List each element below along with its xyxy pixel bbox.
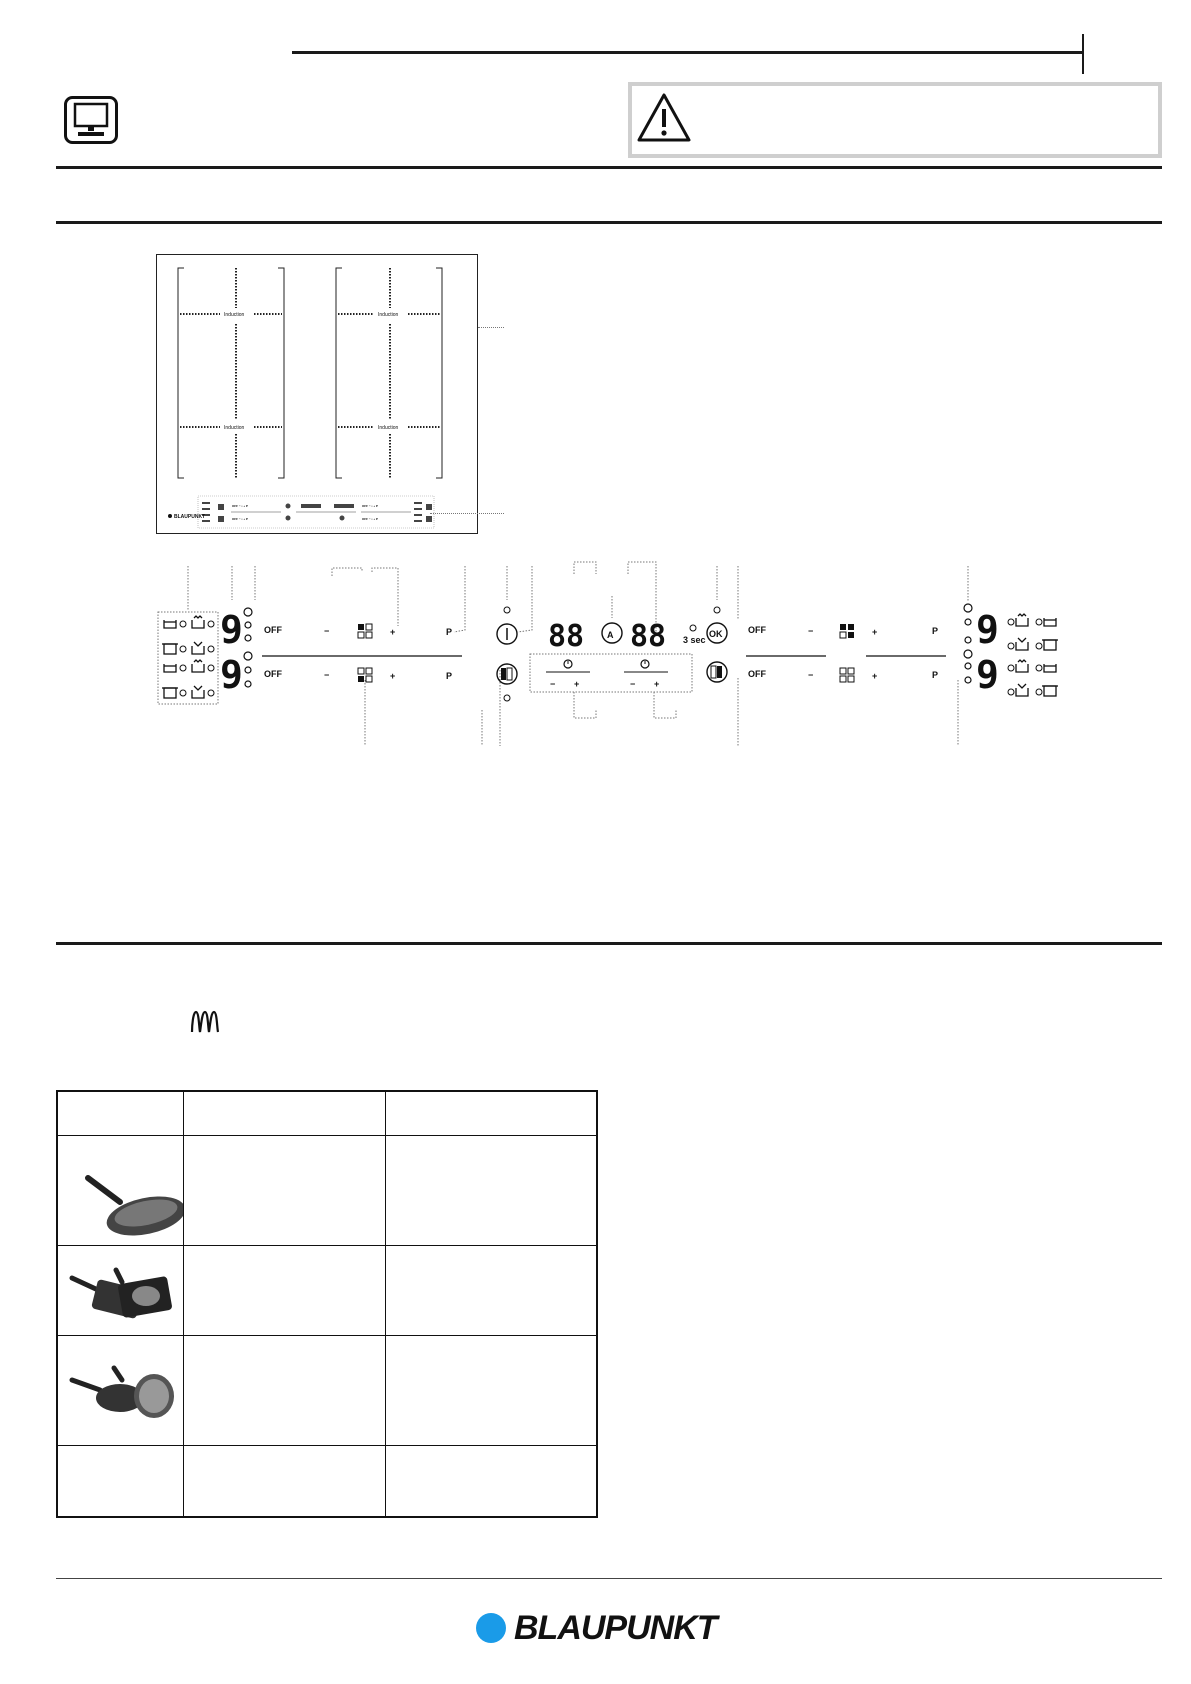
zone-label-3: Induction [223,424,244,431]
bridge-icon-left-top[interactable] [358,624,372,638]
footer-rule [56,1578,1162,1579]
header-top-rule [292,51,1082,54]
section-rule-3 [56,942,1162,945]
brand-logo-dot [476,1613,506,1643]
timer-plus-right[interactable]: + [654,679,660,689]
auto-label: A [607,630,614,640]
minus-button-right-bottom[interactable]: − [808,670,814,680]
table-image-cell [57,1245,184,1335]
plus-button-right-bottom[interactable]: + [872,671,878,681]
table-row [57,1335,597,1445]
bridge-icon-left-bottom[interactable] [358,668,372,682]
table-image-cell [57,1335,184,1445]
svg-text:OFF − ▪ + P: OFF − ▪ + P [361,516,378,521]
zone-label-4: Induction [377,424,398,431]
timer-plus-left[interactable]: + [574,679,580,689]
table-image-cell [57,1135,184,1245]
minus-button-left-top[interactable]: − [324,626,330,636]
table-cell [184,1445,386,1517]
table-header-cell [184,1091,386,1135]
monitor-icon [64,96,118,144]
power-button-right-top[interactable]: P [932,626,939,636]
timer-minus-right[interactable]: − [630,679,636,689]
level-display-left-top: 9 [220,608,243,652]
off-button-left-bottom[interactable]: OFF [264,669,282,679]
off-button-left-top[interactable]: OFF [264,625,282,635]
hob-diagram [156,254,478,534]
plus-button-right-top[interactable]: + [872,627,878,637]
table-header-cell [57,1091,184,1135]
svg-text:OFF − ▪ + P: OFF − ▪ + P [361,503,378,508]
cookware-table [56,1090,598,1518]
ok-label: OK [709,629,723,639]
table-row [57,1135,597,1245]
table-cell [386,1135,597,1245]
control-panel-diagram [150,560,1080,746]
power-button-left-bottom[interactable]: P [446,671,453,681]
bridge-icon-right-bottom[interactable] [840,668,854,682]
hob-brand: BLAUPUNKT [173,513,205,520]
section-rule-2 [56,221,1162,224]
level-display-right-bottom: 9 [976,653,999,697]
brand-logo [476,1608,717,1648]
ok-button[interactable] [707,607,727,643]
level-display-right-top: 9 [976,608,999,652]
brand-logo-text: BLAUPUNKT [514,1608,717,1647]
off-button-right-bottom[interactable]: OFF [748,669,766,679]
svg-text:OFF − ▪ + P: OFF − ▪ + P [231,503,248,508]
table-cell [386,1245,597,1335]
bridge-icon-right-top[interactable] [840,624,854,638]
off-button-right-top[interactable]: OFF [748,625,766,635]
table-row [57,1245,597,1335]
frying-pan-image [58,1136,183,1240]
table-cell [184,1335,386,1445]
pan-set-image [58,1336,183,1440]
three-sec-icon [683,625,706,645]
plus-button-left-bottom[interactable]: + [390,671,396,681]
zone-label-1: Induction [223,311,244,318]
table-cell [184,1135,386,1245]
timer-display-left: 88 [548,619,585,654]
leader-line [430,513,504,514]
lock-button-right[interactable] [707,662,727,682]
induction-coil-icon [190,1010,220,1039]
header-tick [1082,34,1084,74]
timer-display-right: 88 [630,619,667,654]
power-on-off-button[interactable] [497,607,517,644]
table-cell [386,1335,597,1445]
table-cell [386,1445,597,1517]
svg-text:OFF − ▪ + P: OFF − ▪ + P [231,516,248,521]
warning-box [628,82,1162,158]
warning-triangle-icon [636,92,692,149]
plus-button-left-top[interactable]: + [390,627,396,637]
three-sec-label: 3 sec [683,635,706,645]
zone-label-2: Induction [377,311,398,318]
table-header-cell [386,1091,597,1135]
minus-button-left-bottom[interactable]: − [324,670,330,680]
grill-pan-set-image [58,1246,183,1330]
auto-button[interactable] [602,623,622,643]
timer-minus-left[interactable]: − [550,679,556,689]
table-header-row [57,1091,597,1135]
section-rule-1 [56,166,1162,169]
table-row [57,1445,597,1517]
timer-icon-left [564,660,572,668]
level-display-left-bottom: 9 [220,653,243,697]
power-button-left-top[interactable]: P [446,627,453,637]
table-cell [184,1245,386,1335]
timer-icon-right [641,660,649,668]
power-button-right-bottom[interactable]: P [932,670,939,680]
leader-line [478,327,504,328]
table-cell [57,1445,184,1517]
minus-button-right-top[interactable]: − [808,626,814,636]
